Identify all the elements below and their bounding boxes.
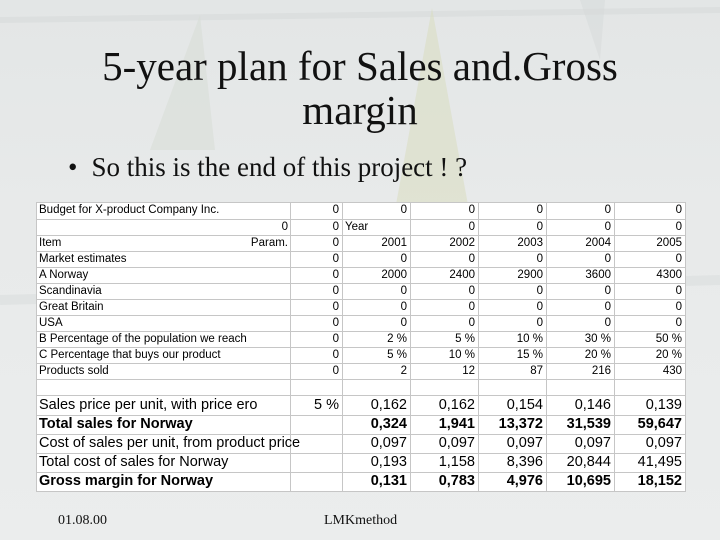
table-cell: 0	[675, 285, 682, 297]
table-cell: 0	[536, 317, 543, 329]
table-cell: 0,097	[506, 435, 543, 451]
table-cell: 0,097	[438, 435, 475, 451]
table-cell: 87	[530, 365, 543, 377]
table-cell: Param.	[250, 237, 288, 249]
table-cell: 5 %	[387, 349, 407, 361]
table-cell: 2001	[381, 237, 407, 249]
table-cell: 31,539	[566, 416, 611, 432]
table-cell: 0	[604, 317, 611, 329]
row-label: Products sold	[39, 365, 109, 377]
table-cell: 0	[332, 333, 339, 345]
table-cell: 0	[468, 285, 475, 297]
table-cell: 0	[468, 317, 475, 329]
row-label: Sales price per unit, with price ero	[39, 397, 258, 413]
table-cell: 0	[332, 253, 339, 265]
table-cell: 0	[332, 221, 339, 233]
table-cell: 0	[281, 221, 288, 233]
table-cell: 4300	[656, 269, 682, 281]
table-cell	[477, 379, 543, 395]
table-cell: 0,324	[370, 416, 407, 432]
table-cell: 4,976	[506, 473, 543, 489]
table-cell: 0,783	[438, 473, 475, 489]
table-cell: 18,152	[637, 473, 682, 489]
row-label: Item	[39, 237, 62, 249]
table-cell: 0	[604, 285, 611, 297]
table-cell: 0	[604, 204, 611, 216]
table-cell	[273, 434, 339, 453]
table-cell: 0	[468, 204, 475, 216]
row-label: Total cost of sales for Norway	[39, 454, 229, 470]
table-cell: 0	[468, 221, 475, 233]
table-cell: 0	[332, 237, 339, 249]
bullet-text: So this is the end of this project ! ?	[91, 152, 468, 182]
bullet-dot-icon: •	[68, 152, 78, 182]
table-cell: 0	[675, 317, 682, 329]
table-cell	[273, 415, 339, 434]
table-cell: 0	[400, 285, 407, 297]
row-label: B Percentage of the population we reach	[39, 333, 247, 345]
table-cell: 20 %	[584, 349, 611, 361]
table-cell: 30 %	[584, 333, 611, 345]
table-cell: 10 %	[516, 333, 543, 345]
table-cell: 0,154	[506, 397, 543, 413]
table-cell: 2900	[517, 269, 543, 281]
table-cell	[273, 453, 339, 472]
table-cell: 0	[468, 301, 475, 313]
table-cell: 20,844	[566, 454, 611, 470]
table-cell: 2 %	[387, 333, 407, 345]
table-cell	[545, 379, 611, 395]
table-cell: 0	[400, 253, 407, 265]
table-cell: 0	[400, 317, 407, 329]
table-cell: 0	[675, 301, 682, 313]
table-cell: 0	[332, 349, 339, 361]
table-cell: 10 %	[448, 349, 475, 361]
table-cell	[409, 379, 475, 395]
table-cell: 0	[332, 269, 339, 281]
table-cell: 2003	[517, 237, 543, 249]
title-line-2: margin	[302, 87, 418, 133]
table-cell: 0	[400, 204, 407, 216]
table-cell: 0	[675, 204, 682, 216]
row-label: Gross margin for Norway	[39, 473, 214, 489]
row-label: Total sales for Norway	[39, 416, 193, 432]
table-cell: 0	[468, 253, 475, 265]
table-cell: 5 %	[314, 397, 339, 413]
footer-label: LMKmethod	[324, 513, 398, 528]
table-cell: 0,097	[645, 435, 682, 451]
table-cell: 0	[332, 204, 339, 216]
row-label: A Norway	[39, 269, 89, 281]
table-cell: 0	[604, 301, 611, 313]
table-cell: 0,162	[438, 397, 475, 413]
table-cell: 0,146	[574, 397, 611, 413]
table-cell: 0,193	[370, 454, 407, 470]
table-cell: 0	[332, 301, 339, 313]
table-cell: 0,162	[370, 397, 407, 413]
slide-title	[40, 44, 680, 132]
spreadsheet-table	[36, 202, 686, 492]
row-label: Budget for X-product Company Inc.	[39, 204, 220, 216]
table-cell: 0	[604, 221, 611, 233]
row-label: C Percentage that buys our product	[39, 349, 221, 361]
table-cell: 2005	[656, 237, 682, 249]
table-cell: 2004	[585, 237, 611, 249]
table-cell: 1,941	[438, 416, 475, 432]
row-label: USA	[39, 317, 63, 329]
table-cell: 2	[400, 365, 407, 377]
table-cell: 1,158	[438, 454, 475, 470]
table-cell: 0,131	[370, 473, 407, 489]
row-label: Market estimates	[39, 253, 127, 265]
table-cell: 0	[332, 317, 339, 329]
table-cell: 8,396	[506, 454, 543, 470]
table-cell	[341, 379, 407, 395]
table-cell: 41,495	[637, 454, 682, 470]
row-label: Scandinavia	[39, 285, 102, 297]
table-cell: 20 %	[655, 349, 682, 361]
table-cell: 15 %	[516, 349, 543, 361]
table-cell: 430	[662, 365, 682, 377]
table-cell: 3600	[585, 269, 611, 281]
table-cell: 0	[536, 285, 543, 297]
title-line-1: 5-year plan for Sales and.Gross	[102, 43, 618, 89]
table-cell: Year	[345, 221, 369, 233]
table-cell: 0	[536, 253, 543, 265]
table-cell: 50 %	[655, 333, 682, 345]
table-cell: 0	[536, 221, 543, 233]
table-cell: 59,647	[637, 416, 682, 432]
row-label: Cost of sales per unit, from product price	[39, 435, 301, 451]
table-cell: 12	[462, 365, 475, 377]
table-cell	[273, 472, 339, 491]
table-cell	[273, 379, 339, 395]
table-cell	[616, 379, 682, 395]
table-cell: 0	[675, 253, 682, 265]
table-cell: 216	[591, 365, 611, 377]
row-label: Great Britain	[39, 301, 104, 313]
table-cell: 2400	[449, 269, 475, 281]
table-cell: 0	[332, 365, 339, 377]
table-cell: 0,097	[574, 435, 611, 451]
table-cell: 0	[675, 221, 682, 233]
table-cell: 10,695	[566, 473, 611, 489]
table-cell: 0	[536, 301, 543, 313]
footer-date: 01.08.00	[58, 513, 107, 528]
table-cell: 2002	[449, 237, 475, 249]
table-cell: 0,139	[645, 397, 682, 413]
table-cell: 2000	[381, 269, 407, 281]
table-cell: 0	[332, 285, 339, 297]
table-cell: 0	[604, 253, 611, 265]
table-cell: 0,097	[370, 435, 407, 451]
table-cell: 13,372	[498, 416, 543, 432]
table-cell: 0	[400, 301, 407, 313]
bullet-item	[68, 152, 467, 183]
table-cell: 0	[536, 204, 543, 216]
table-cell: 5 %	[455, 333, 475, 345]
